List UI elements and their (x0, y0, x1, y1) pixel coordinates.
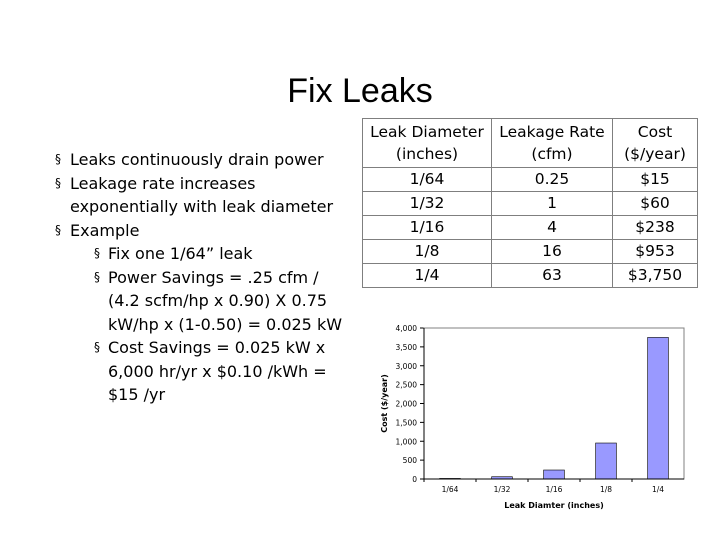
table-cell-cost: $60 (613, 192, 698, 216)
bar (544, 470, 565, 479)
bullet-marker-icon: § (94, 340, 100, 354)
y-tick-label: 2,000 (395, 399, 417, 409)
bullet-text: Leakage rate increases exponentially with leak diameter (70, 173, 334, 216)
bullet-text: Example (70, 220, 140, 240)
table-cell-diameter: 1/8 (363, 240, 492, 264)
bullet-text: Power Savings = .25 cfm / (4.2 scfm/hp x 0.90) X 0.75 kW/hp x (1-0.50) = 0.025 kW (108, 267, 343, 334)
table-header-cost: Cost ($/year) (613, 119, 698, 168)
table-cell-rate: 1 (492, 192, 613, 216)
table-cell-cost: $953 (613, 240, 698, 264)
table-cell-cost: $3,750 (613, 264, 698, 288)
bullet-item (50, 219, 350, 243)
leak-cost-table (362, 118, 698, 288)
plot-area (424, 328, 684, 479)
table-cell-diameter: 1/64 (363, 168, 492, 192)
table-cell-cost: $15 (613, 168, 698, 192)
table-cell-rate: 16 (492, 240, 613, 264)
bullet-marker-icon: § (55, 175, 61, 190)
y-tick-label: 1,500 (395, 418, 417, 428)
y-tick-label: 500 (402, 456, 417, 466)
table-cell-rate: 0.25 (492, 168, 613, 192)
x-axis-title: Leak Diamter (inches) (504, 501, 604, 510)
bullet-marker-icon: § (94, 246, 100, 260)
x-tick-label: 1/64 (441, 485, 459, 494)
table-cell-cost: $238 (613, 216, 698, 240)
table-header-rate: Leakage Rate (cfm) (492, 119, 613, 168)
y-tick-label: 3,000 (395, 361, 417, 371)
bullet-item (50, 148, 350, 172)
y-tick-label: 1,000 (395, 437, 417, 447)
x-tick-label: 1/16 (545, 485, 563, 494)
slide-title: Fix Leaks (287, 72, 433, 110)
bullet-marker-icon: § (94, 269, 100, 284)
bullet-text: Cost Savings = 0.025 kW x 6,000 hr/yr x $0.10 /kWh = $15 /yr (108, 338, 327, 404)
y-tick-label: 2,500 (395, 380, 417, 390)
table-cell-rate: 4 (492, 216, 613, 240)
x-tick-label: 1/32 (493, 485, 511, 494)
table-cell-diameter: 1/16 (363, 216, 492, 240)
table-cell-diameter: 1/4 (363, 264, 492, 288)
table-row (363, 240, 698, 264)
table-cell-rate: 63 (492, 264, 613, 288)
cost-bar-chart (372, 316, 692, 516)
bullet-marker-icon: § (55, 152, 61, 166)
y-tick-label: 3,500 (395, 342, 417, 352)
bullet-marker-icon: § (55, 222, 61, 237)
table-header-row (363, 119, 698, 168)
bullet-text: Fix one 1/64” leak (108, 244, 253, 263)
table-row (363, 168, 698, 192)
bullet-item (50, 172, 350, 219)
table-cell-diameter: 1/32 (363, 192, 492, 216)
table-row (363, 216, 698, 240)
y-tick-label: 0 (412, 475, 417, 484)
sub-bullet-item (50, 242, 350, 266)
sub-bullet-item (50, 336, 350, 407)
bar (648, 337, 669, 479)
table-row (363, 264, 698, 288)
x-tick-label: 1/8 (599, 485, 613, 494)
table-header-diameter: Leak Diameter (inches) (363, 119, 492, 168)
sub-bullet-item (50, 266, 350, 337)
bullet-list (50, 148, 350, 407)
x-tick-label: 1/4 (651, 485, 665, 494)
bar (596, 443, 617, 479)
y-axis-title: Cost ($/year) (380, 374, 389, 433)
y-tick-label: 4,000 (395, 324, 417, 333)
bullet-text: Leaks continuously drain power (70, 150, 324, 169)
table-row (363, 192, 698, 216)
